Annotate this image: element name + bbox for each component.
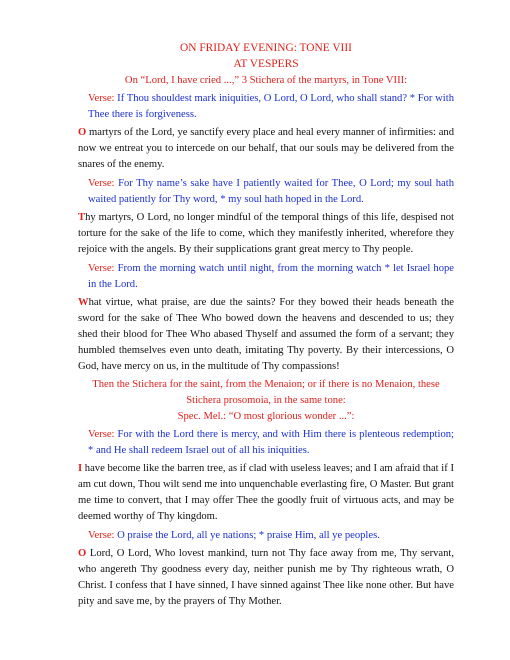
sticheron-text: have become like the barren tree, as if clad with useless leaves; and I am afraid that if I am cut down, Thou wilt send me into unquenchable everlasting fire, O Master. But grant me time to convert, that I may offer Thee the goodly fruit of virtuous acts, and may be deemed worthy of Thy kingdom.: [78, 463, 454, 522]
initial-letter: O: [78, 548, 87, 560]
verse-4: [78, 427, 454, 459]
verse-label: Verse:: [88, 177, 119, 189]
verse-label: Verse:: [88, 92, 118, 104]
verse-text: For Thy name’s sake have I patiently waited for Thee, O Lord; my soul hath waited patiently for Thy word, * my soul hath hoped in the Lord.: [88, 177, 455, 205]
verse-3: [78, 261, 454, 293]
verse-2: [78, 176, 454, 208]
verse-text: O praise the Lord, all ye nations; * praise Him, all ye peoples.: [117, 529, 380, 541]
verse-5: [78, 528, 454, 544]
sticheron-4: [78, 461, 454, 524]
initial-letter: T: [78, 212, 86, 224]
rubric-special-melody: Spec. Mel.: “O most glorious wonder ...”:: [177, 410, 355, 422]
sticheron-5: [78, 546, 454, 609]
verse-1: [78, 91, 454, 123]
initial-letter: I: [78, 463, 83, 475]
verse-text: For with the Lord there is mercy, and with Him there is plenteous redemption; * and He shall redeem Israel out of all his iniquities.: [88, 428, 454, 456]
initial-letter: W: [78, 297, 89, 309]
verse-label: Verse:: [88, 428, 118, 440]
service-title: ON FRIDAY EVENING: TONE VIII: [180, 42, 352, 54]
sticheron-text: hat virtue, what praise, are due the saints? For they bowed their heads beneath the sword for the sake of Thee Who bowed down the heavens and descended to us; they shed their blood for Thee Who abased Thyself and assumed the form of a servant; they humbled themselves even unto death, imitating Thy poverty. By their intercessions, O God, have mercy on us, in the multitude of Thy compassions!: [78, 297, 454, 372]
verse-label: Verse:: [88, 262, 118, 274]
sticheron-text: Lord, O Lord, Who lovest mankind, turn not Thy face away from me, Thy servant, who angereth Thy goodness every day, neither punish me by Thy righteous wrath, O Christ. I confess that I have sinned, I have sinned against Thee like none other. But have pity and save me, by the prayers of Thy Mother.: [78, 548, 454, 607]
sticheron-text: hy martyrs, O Lord, no longer mindful of the temporal things of this life, despised not torture for the sake of the life to come, which they manifestly inherited, wherefore they rejoice with the angels. By their supplications grant great mercy to Thy people.: [78, 212, 454, 255]
sticheron-text: martyrs of the Lord, ye sanctify every place and heal every manner of infirmities: and now we entreat you to intercede on our behalf, that our souls may be delivered from the snares of the enemy.: [78, 127, 454, 170]
sticheron-3: [78, 295, 454, 374]
verse-label: Verse:: [88, 529, 118, 541]
rubric-lord-i-have-cried: On “Lord, I have cried ...,” 3 Stichera of the martyrs, in Tone VIII:: [124, 75, 408, 86]
verse-text: If Thou shouldest mark iniquities, O Lord, O Lord, who shall stand? * For with Thee there is forgiveness.: [88, 92, 454, 120]
page-body: [78, 40, 454, 613]
service-subtitle: AT VESPERS: [233, 58, 299, 70]
verse-text: From the morning watch until night, from the morning watch * let Israel hope in the Lord.: [88, 262, 454, 290]
rubric-menaion: Then the Stichera for the saint, from the Menaion; or if there is no Menaion, these Stichera prosomoia, in the same tone:: [92, 379, 440, 407]
sticheron-2: [78, 210, 454, 257]
sticheron-1: [78, 125, 454, 172]
initial-letter: O: [78, 127, 87, 139]
